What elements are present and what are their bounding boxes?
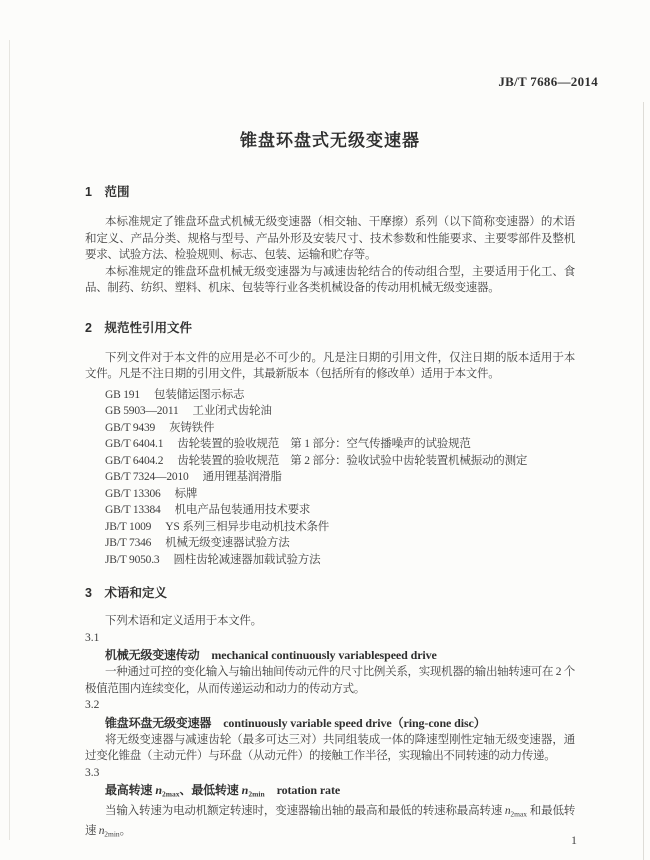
reference-title: 通用锂基润滑脂 <box>202 471 282 483</box>
reference-code: GB/T 13306 <box>105 487 161 500</box>
scope-paragraph-1: 本标准规定了锥盘环盘式机械无级变速器（相交轴、干摩擦）系列（以下简称变速器）的术语和定义、产品分类、规格与型号、产品外形及安装尺寸、技术参数和性能要求、主要零部件及整机要求、试验方法、检验规则、标志、包装、运输和贮存等。 <box>85 216 575 261</box>
terms-intro: 下列术语和定义适用于本文件。 <box>105 615 262 627</box>
subscript-2min: 2min <box>104 829 120 838</box>
reference-item <box>85 403 575 420</box>
reference-title: 齿轮装置的验收规范 第 1 部分：空气传播噪声的试验规范 <box>177 438 471 450</box>
scope-paragraph-2: 本标准规定的锥盘环盘机械无级变速器为与减速齿轮结合的传动组合型，主要适用于化工、食品、制药、纺织、塑料、机床、包装等行业各类机械设备的传动用机械无级变速器。 <box>85 265 575 294</box>
section3-heading: 3 术语和定义 <box>85 586 167 600</box>
reference-code: GB/T 6404.2 <box>105 454 164 467</box>
variable-n2max: n <box>155 783 163 797</box>
reference-title: YS 系列三相异步电动机技术条件 <box>165 520 330 533</box>
term-number: 3.2 <box>85 699 100 711</box>
reference-title: 齿轮装置的验收规范 第 2 部分：验收试验中齿轮装置机械振动的测定 <box>177 454 528 467</box>
reference-code: GB/T 13384 <box>105 504 161 516</box>
reference-title: 标牌 <box>174 487 198 500</box>
reference-item <box>85 552 575 569</box>
page-content <box>85 0 575 843</box>
term-en-label: continuously variable speed drive（ring-cone disc） <box>223 715 486 730</box>
reference-title: 圆柱齿轮减速器加载试验方法 <box>173 553 321 566</box>
scan-artifact-right-edge <box>643 102 644 860</box>
reference-item <box>85 535 575 552</box>
term-title <box>85 714 575 732</box>
reference-title: 灰铸铁件 <box>169 421 215 434</box>
reference-title: 工业闭式齿轮油 <box>192 405 272 417</box>
reference-item <box>85 519 575 536</box>
reference-code: GB 5903—2011 <box>105 405 179 417</box>
reference-code: GB 191 <box>105 388 140 401</box>
reference-title: 包装储运图示标志 <box>153 388 245 401</box>
reference-code: JB/T 1009 <box>105 520 152 533</box>
scan-artifact-left-edge <box>9 40 10 840</box>
page-number: 1 <box>571 833 577 847</box>
subscript-2max: 2max <box>510 809 528 818</box>
variable-n2max: n <box>504 804 511 817</box>
reference-title: 机械无级变速器试验方法 <box>165 537 290 549</box>
reference-item <box>85 486 575 503</box>
reference-code: GB/T 7324—2010 <box>105 471 189 483</box>
term-zh-label: 最高转速 <box>105 783 156 797</box>
reference-code: GB/T 6404.1 <box>105 438 164 450</box>
definition-text: 当输入转速为电动机额定转速时，变速器输出轴的最高和最低的转速称最高转速 <box>105 804 505 817</box>
term-definition: 将无级变速器与减速齿轮（最多可达三对）共同组装成一体的降速型刚性定轴无级变速器，通过变化锥盘（主动元件）与环盘（从动元件）的接触工作半径，实现输出不同转速的动力传递。 <box>85 733 575 762</box>
section2-heading: 2 规范性引用文件 <box>85 320 192 335</box>
term-number: 3.3 <box>85 766 100 779</box>
reference-list <box>85 387 575 569</box>
subscript-2min: 2min <box>248 789 265 799</box>
reference-item <box>85 436 575 453</box>
references-intro: 下列文件对于本文件的应用是必不可少的。凡是注日期的引用文件，仅注日期的版本适用于本文件。凡是不注日期的引用文件，其最新版本（包括所有的修改单）适用于本文件。 <box>85 351 575 380</box>
variable-n2min: n <box>241 783 249 797</box>
variable-n2min: n <box>98 824 105 837</box>
term-title <box>85 781 575 803</box>
term-definition <box>85 803 575 843</box>
section-terms-definitions <box>85 585 575 843</box>
reference-item <box>85 469 575 486</box>
term-3-3 <box>85 765 575 843</box>
definition-text: 和最低转速 <box>85 804 575 837</box>
reference-item <box>85 420 575 437</box>
reference-code: GB/T 9439 <box>105 421 156 434</box>
section-normative-references <box>85 320 575 569</box>
term-en-label: mechanical continuously variablespeed drive <box>211 648 437 662</box>
section1-heading: 1 范围 <box>85 185 130 199</box>
reference-item <box>85 387 575 404</box>
reference-item <box>85 502 575 519</box>
term-title <box>85 646 575 664</box>
reference-title: 机电产品包装通用技术要求 <box>174 504 311 516</box>
reference-code: JB/T 7346 <box>105 537 152 549</box>
standard-code: JB/T 7686—2014 <box>498 74 598 89</box>
reference-item <box>85 453 575 470</box>
term-definition: 一种通过可控的变化输入与输出轴间传动元件的尺寸比例关系，实现机器的输出轴转速可在 2 个极值范围内连续变化，从而传递运动和动力的传动方式。 <box>85 666 575 695</box>
term-3-1 <box>85 630 575 698</box>
reference-code: JB/T 9050.3 <box>105 553 160 566</box>
term-zh-label: 锥盘环盘无级变速器 <box>105 715 212 730</box>
definition-text: 。 <box>119 824 131 837</box>
term-3-2 <box>85 697 575 765</box>
term-number: 3.1 <box>85 631 100 644</box>
section-scope <box>85 184 575 297</box>
term-zh-label: 、最低转速 <box>179 783 242 797</box>
document-title: 锥盘环盘式无级变速器 <box>240 131 420 150</box>
term-en-label: rotation rate <box>276 783 341 797</box>
term-zh-label: 机械无级变速传动 <box>105 648 200 662</box>
subscript-2max: 2max <box>162 789 180 799</box>
